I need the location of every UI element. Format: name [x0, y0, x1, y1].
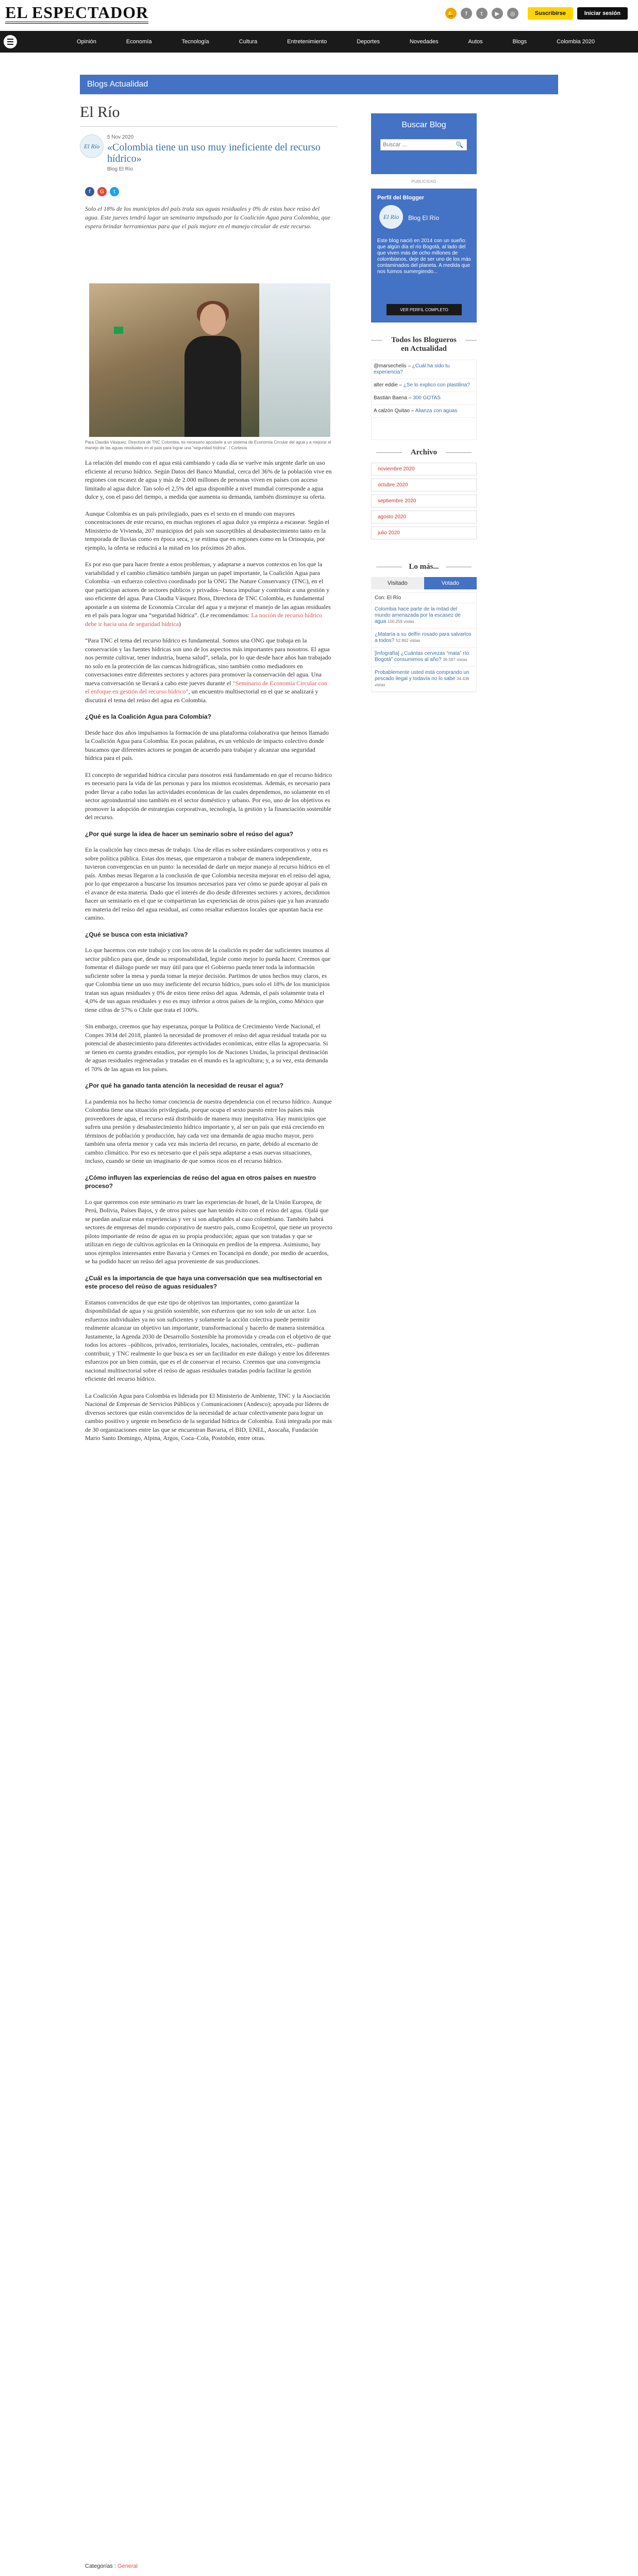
login-button[interactable]: Iniciar sesión: [577, 7, 628, 20]
question-heading: ¿Por qué surge la idea de hacer un seminario sobre el reúso del agua?: [85, 830, 294, 838]
site-logo[interactable]: EL ESPECTADOR: [5, 3, 148, 24]
nav-item[interactable]: Tecnología: [181, 39, 209, 45]
related-link[interactable]: La noción de recurso hídrico debe ir hacia una de seguridad hídrica: [85, 612, 323, 628]
paragraph: La pandemia nos ha hecho tomar conciencia de nuestra dependencia con el recurso hídrico. Aunque Colombia tiene una situación privilegiada, porque ocupa el sexto puesto entre los países más proveedores de agua, el recurso está distribuido de manera muy inequitativa. Hay municipios que sufren una presión y desabastecimiento hídrico importante y, al ser un país que está creciendo en términos de población y producción, hay cada vez una demanda de agua mucho mayor, pero también una oferta menor y cada vez más incierta del recurso, en parte, debido al escenario de cambio climático. Por eso es necesario que el país sepa adaptarse a esas nuevas situaciones, incluso, cuando se tiene un imaginario de que somos ricos en el recurso hídrico.: [85, 1097, 332, 1164]
main-nav: [0, 31, 638, 53]
person-head: [200, 304, 226, 335]
share-buttons: [85, 187, 119, 196]
author-row: A calzón Quitao – Alianza con aguas: [372, 405, 476, 418]
author-row: Bastián Baena – 300 GOTAS: [372, 392, 476, 405]
paragraph: La Coalición Agua para Colombia es liderada por El Ministerio de Ambiente, TNC y la Asociación Nacional de Empresas de Servicios Públicos y Comunicaciones (Andesco); apoyada por líderes de diversos sectores que están convencidos de la necesidad de actuar colectivamente para lograr un cambio positivo y urgente en beneficio de la seguridad hídrica de Colombia. Está integrada por más de 30 organizaciones entre las que se encuentran Bavaria, el BID, ENEL, Asocaña, Fundación Mario Santo Domingo, Alpina, Argos, Coca–Cola, Postobón, entre otras.: [85, 1392, 332, 1442]
ad-label: PUBLICIDAD: [411, 179, 436, 184]
divider: [465, 340, 477, 341]
most-title: Lo más...: [409, 563, 439, 571]
profile-logo[interactable]: El Río: [379, 205, 403, 229]
paragraph: Es por eso que para hacer frente a estos problemas, y adaptarse a nuevos contextos en los que la variabilidad y el cambio climático también juegan un papel importante, la Coalición Agua para Colombia –un esfuerzo colectivo coordinado por la ONG The Nature Conservancy (TNC), en el que participan actores de sectores públicos y privados– busca impulsar y contribuir a una gestión y uso eficiente del agua. Para Claudia Vásquez Boss, Directora de TNC Colombia, es fundamental apostarle a un sistema de Economía Circular del agua y a mejorar el manejo de las aguas residuales en el país para lograr una “seguridad hídrica”. (Le recomendamos: La noción de recurso hídrico debe ir hacia una de seguridad hídrica): [85, 561, 331, 628]
authors-list: [371, 360, 477, 440]
authors-heading: [371, 336, 477, 353]
article-author[interactable]: Blog El Río: [107, 166, 133, 172]
categories: [85, 2563, 138, 2569]
question-heading: ¿Qué se busca con esta iniciativa?: [85, 930, 188, 938]
section-band: [80, 75, 558, 94]
paragraph: Lo que hacemos con este trabajo y con los otros de la coalición es poder dar suficientes insumos al sector público para que, desde su responsabilidad, legisle como mejor lo pueda hacer. Creemos que fomentar el diálogo puede ser muy útil para que el Gobierno pueda tener toda la información suficiente sobre la mesa y pueda tomar la mejor decisión. Partimos de unos hechos muy claros, es que Colombia tiene un uso muy ineficiente del recurso hídrico, pues solo el 18% de los municipios tratan sus aguas residuales y 0% de estos tiene reúso del agua. Además, el país solamente trata el 4,0% de sus aguas residuales y eso es muy inferior a otros países de la región, como México que tiene cifras de 57% o Chile que trata el 100%.: [85, 946, 331, 1013]
paragraph: Lo que queremos con este seminario es traer las experiencias de Israel, de la Unión Europea, de Perú, Bolivia, Países Bajos, y de otros países que han tenido éxito con el reúso del agua. Ojalá que se puedan analizar estas experiencias y ver si son adaptables al caso colombiano. También habrá sectores de empresas del mundo corporativo de nuestro país, como Ecopetrol, que tiene un proyecto piloto importante de reúso de agua en su propia producción; aguas que son tratadas y que se utilizan en riego de cultivos agrícolas en la Orinoquia en predios de la empresa. Asimismo, hay unos ejemplos interesantes entre Bavaria y Cemex en Tocancipá en donde, por medio de acuerdos, se ha podido hacer un reúso del agua proveniente de sus producciones.: [85, 1198, 332, 1265]
divider: [376, 452, 402, 453]
archive-item[interactable]: noviembre 2020: [371, 463, 477, 476]
paragraph: [85, 636, 332, 704]
nav-items: [62, 39, 610, 45]
most-item[interactable]: [372, 603, 476, 629]
youtube-icon[interactable]: ▶: [492, 8, 503, 19]
category-link[interactable]: General: [117, 2563, 138, 2569]
most-head: Con: El Río: [372, 593, 476, 603]
section-title[interactable]: Blogs Actualidad: [87, 80, 148, 89]
question-heading: ¿Por qué ha ganado tanta atención la necesidad de reusar el agua?: [85, 1082, 283, 1089]
nav-item[interactable]: Blogs: [512, 39, 527, 45]
tab-voted[interactable]: Votado: [424, 577, 477, 589]
question-heading: ¿Qué es la Coalición Agua para Colombia?: [85, 713, 211, 720]
share-twitter-icon[interactable]: t: [110, 187, 119, 196]
paragraph: Desde hace dos años impulsamos la formación de una plataforma colaborativa que hemos llamado la Coalición Agua para Colombia. En pocas palabras, es un vehículo de impacto colectivo donde buscamos que diferentes actores se pongan de acuerdo para trabajar y alcanzar una seguridad hídrica para el país.: [85, 728, 329, 761]
view-profile-button[interactable]: VER PERFIL COMPLETO: [387, 304, 462, 315]
blog-title: El Río: [80, 104, 120, 121]
nav-item[interactable]: Economía: [126, 39, 152, 45]
nav-item[interactable]: Entretenimiento: [287, 39, 327, 45]
most-item-count: 36.587 vistas: [443, 657, 467, 662]
paragraph: La relación del mundo con el agua está cambiando y cada día se vuelve más urgente darle un uso eficiente al recurso hídrico. Según Datos del Banco Mundial, cerca del 36% de la población vive en regiones con escasez de agua y más de 2.000 millones de personas viven en países con acceso limitado al agua dulce. Tan solo el 2,5% del agua disponible a nivel mundial corresponde a agua dulce y, con el paso del tiempo, a medida que aumenta su demanda, también disminuye su oferta.: [85, 459, 332, 500]
article-body: [85, 459, 332, 1451]
author-name[interactable]: alter eddie: [374, 382, 398, 388]
search-title: Buscar Blog: [401, 121, 446, 129]
share-facebook-icon[interactable]: f: [85, 187, 94, 196]
nav-item[interactable]: Opinión: [77, 39, 96, 45]
bell-icon[interactable]: 🔔: [445, 8, 457, 19]
article-date: 5 Nov 2020: [107, 134, 134, 140]
categories-label: Categorías :: [85, 2563, 116, 2569]
paragraph-text: “Para TNC el tema del recurso hídrico es fundamental. Somos una ONG que trabaja en la conservación y las fuentes hídricas son uno de los aspectos más importantes para nosotros. El agua nos permite cultivar, tener industria, buena salud”, señala, por lo que desde hace años han trabajado no solo en la protección de las cuencas hidrográficas, sino también como mediadores en conversaciones entre diferentes sectores y actores para promover la conservación del agua. Una nueva conversación se llevará a cabo este jueves durante el: [85, 637, 331, 687]
most-item-title[interactable]: Colombia hace parte de la mitad del mundo amenazada por la escasez de agua: [375, 606, 461, 624]
author-post-link[interactable]: ¿Se lo explico con plastilina?: [403, 382, 470, 388]
seminar-link[interactable]: “Seminario de Economía Circular con el enfoque en gestión del recurso hídrico”: [85, 679, 327, 695]
archive-item[interactable]: julio 2020: [371, 527, 477, 539]
nav-item[interactable]: Novedades: [409, 39, 439, 45]
profile-title: Perfil del Blogger: [377, 195, 425, 201]
author-name[interactable]: Bastián Baena: [374, 395, 408, 401]
profile-description: Este blog nació en 2014 con un sueño: que algún día el río Bogotá, al lado del que viven más de ocho millones de colombianos, deje de ser uno de los más contaminados del planeta. A medida que nos fuimos sumergiendo...: [377, 238, 471, 275]
author-post-link[interactable]: Alianza con aguas: [415, 408, 458, 414]
top-bar: [0, 0, 638, 31]
archive-item[interactable]: agosto 2020: [371, 511, 477, 523]
question-heading: ¿Cómo influyen las experiencias de reúso del agua en otros países en nuestro proceso?: [85, 1174, 316, 1190]
most-heading: [371, 563, 477, 571]
twitter-icon[interactable]: t: [476, 8, 488, 19]
author-name[interactable]: @marsechelis: [374, 363, 407, 369]
article-photo: [89, 283, 330, 437]
divider: [371, 340, 382, 341]
paragraph: Sin embargo, creemos que hay esperanza, porque la Política de Crecimiento Verde Nacional, el Conpes 3934 del 2018, planteó la necesidad de promover el reúso del agua residual tratada por su potencial de abastecimiento para diferentes actividades económicas, entre ellas la agropecuaria. Si se tienen en cuenta grandes estudios, por ejemplo los de Naciones Unidas, la principal destinación de aguas residuales regeneradas y tratadas en el mundo es la agricultura; y, a su vez, esta demanda el 70% de las aguas en los países.: [85, 1023, 328, 1073]
most-item-count: 100.259 vistas: [388, 619, 414, 624]
author-row: @marsechelis – ¿Cuál ha sido tu experiencia?: [372, 360, 476, 379]
tab-visited[interactable]: Visitado: [371, 577, 424, 589]
nav-item[interactable]: Cultura: [239, 39, 258, 45]
blog-avatar[interactable]: El Río: [80, 134, 104, 158]
facebook-icon[interactable]: f: [461, 8, 472, 19]
article-intro: Solo el 18% de los municipios del país trata sus aguas residuales y 0% de estas hace reúso del agua. Este jueves tendrá lugar un seminario impulsado por la Coalición Agua para Colombia, que espera brindar herramientas para que el país mejore en el manejo circular de este recurso.: [85, 205, 330, 230]
paragraph-text: Es por eso que para hacer frente a estos problemas, y adaptarse a nuevos contextos en los que la variabilidad y el cambio climático también juegan un papel importante, la Coalición Agua para Colombia –un esfuerzo colectivo coordinado por la ONG The Nature Conservancy (TNC), en el que participan actores de sectores públicos y privados– busca impulsar y contribuir a una gestión y uso eficiente del agua. Para Claudia Vásquez Boss, Directora de TNC Colombia, es fundamental apostarle a un sistema de Economía Circular del agua y a mejorar el manejo de las aguas residuales en el país para lograr una “seguridad hídrica”. (Le recomendamos:: [85, 561, 331, 619]
author-name[interactable]: A calzón Quitao: [374, 408, 410, 414]
paragraph-text: , un encuentro multisectorial en el que se analizará y discutirá el tema del reúso del agua en Colombia.: [85, 688, 318, 704]
person-body: [184, 336, 241, 437]
archive-item[interactable]: septiembre 2020: [371, 495, 477, 507]
nav-item[interactable]: Deportes: [357, 39, 380, 45]
paragraph: En la coalición hay cinco mesas de trabajo. Una de ellas es sobre estándares corporativos y otra es sobre política pública. Estas dos mesas, que empezaron a trabajar de manera independiente, tuvieron convergencias en un punto: la necesidad de darle un mejor manejo al recurso hídrico en el país. Ambas mesas llegaron a la conclusión de que Colombia necesita mejorar en el reúso del agua, por lo que empezaron a buscarse los insumos necesarios para ver cómo se puede apoyar al país en el avance de esta materia. Dado que el interés de dio desde diferentes sectores y actores, decidimos hacer un seminario en el que se compartieran las experiencias de otros países que ya han avanzado en materia del reúso del agua residual, así como resaltar esfuerzos locales que apuntan hacia ese camino.: [85, 846, 331, 921]
archive-heading: [371, 448, 477, 457]
exit-sign: [114, 327, 123, 334]
most-list: [371, 592, 477, 692]
most-item-title[interactable]: Probablemente usted está comprando un pescado ilegal y todavía no lo sabe: [375, 670, 469, 682]
subscribe-button[interactable]: Suscribirse: [528, 7, 573, 20]
most-item[interactable]: [372, 629, 476, 648]
question-heading: ¿Cuál es la importancia de que haya una conversación que sea multisectorial en este proceso del reúso de aguas residuales?: [85, 1274, 322, 1290]
search-icon[interactable]: 🔍: [456, 141, 463, 148]
paragraph: Estamos convencidos de que este tipo de objetivos tan importantes, como garantizar la disponibilidad de agua y su gestión sostenible, son esfuerzos que no son solo de un actor. Los esfuerzos individuales ya no son suficientes y solamente la acción colectiva puede permitir realmente alcanzar un objetivo tan importante, transformacional y hacerlo de manera sistemática. Justamente, la Agenda 2030 de Desarrollo Sostenible ha promovida y creada con el objetivo de que todos los actores –públicos, privados, territoriales, locales, nacionales, centrales, etc– pudieran contribuir, y TNC realmente lo que busca es ser un facilitador en este diálogo y entre los diferentes esfuerzos por un bien común, que es el de conservar el recurso. Creemos que una convergencia nacional multisectorial sobre el reúso de aguas residuales tratadas podría facilitar la gestión eficiente del recurso hídrico.: [85, 1298, 331, 1382]
nav-item[interactable]: Colombia 2020: [557, 39, 595, 45]
archive-title: Archivo: [410, 448, 438, 456]
share-google-icon[interactable]: G: [97, 187, 107, 196]
author-row: alter eddie – ¿Se lo explico con plastilina?: [372, 379, 476, 392]
profile-box: [371, 189, 477, 323]
search-input[interactable]: [380, 139, 467, 150]
most-item[interactable]: [372, 648, 476, 667]
profile-name[interactable]: Blog El Río: [408, 214, 440, 222]
most-tabs: [371, 577, 477, 589]
search-placeholder: Buscar ...: [383, 142, 407, 148]
archive-list: [371, 463, 477, 543]
archive-item[interactable]: octubre 2020: [371, 479, 477, 492]
most-item[interactable]: [372, 667, 476, 692]
photo-window: [259, 283, 330, 437]
menu-button[interactable]: [0, 31, 21, 53]
search-box: [371, 113, 477, 174]
most-item-count: 34.436 vistas: [375, 676, 469, 687]
most-item-count: 52.862 vistas: [396, 638, 421, 643]
article-title: «Colombia tiene un uso muy ineficiente del recurso hídrico»: [107, 142, 321, 164]
authors-title: Todos los Blogueros en Actualidad: [391, 336, 457, 353]
paragraph: El concepto de seguridad hídrica circular para nosotros está fundamentado en que el recurso hídrico es necesario para la vida de las personas y para los mismos ecosistemas. Además, es necesario para poder llevar a cabo todas las actividades económicas de las cuales dependemos, no solamente en el sector agroindustrial sino también en el sector doméstico y urbano. Por eso, uno de los objetivos es promover la adopción de estrategias corporativas, tecnología, la gestión y la financiación sostenible del recurso.: [85, 771, 332, 821]
hamburger-icon: [4, 35, 17, 48]
author-post-link[interactable]: 300 GOTAS: [413, 395, 441, 401]
divider: [446, 452, 472, 453]
top-actions: [445, 7, 628, 20]
photo-person: [184, 304, 241, 437]
nav-item[interactable]: Autos: [468, 39, 483, 45]
most-item-title[interactable]: [Infografía] ¿Cuántas cervezas “mata” río Bogotá” consumimos al año?: [375, 651, 469, 663]
most-item-title[interactable]: ¿Mataría a su delfín rosado para salvarlos a todos?: [375, 632, 472, 643]
paragraph: Aunque Colombia es un país privilegiado, pues es el sexto en el mundo con mayores concentraciones de este recurso, en muchas regiones el agua dulce ya empieza a escasear. Según el Ministerio de Vivienda, 207 municipios del país son susceptibles al desabastecimiento tanto en la temporada de lluvias como en época seca, y se estima que en regiones como en la Orinoquia, por ejemplo, la oferta se reducirá a la mitad en los próximos 20 años.: [85, 510, 330, 551]
instagram-icon[interactable]: ◎: [507, 8, 518, 19]
photo-caption: Para Claudia Vásquez, Directora de TNC Colombia, es necesario apostarle a un sistema de Economía Circular del agua y a mejorar el manejo de las aguas residuales en el país para lograr una “seguridad hídrica”. / Cortesía: [85, 440, 331, 450]
author-post-link[interactable]: ¿Cuál ha sido tu experiencia?: [374, 363, 450, 375]
divider: [80, 126, 338, 127]
